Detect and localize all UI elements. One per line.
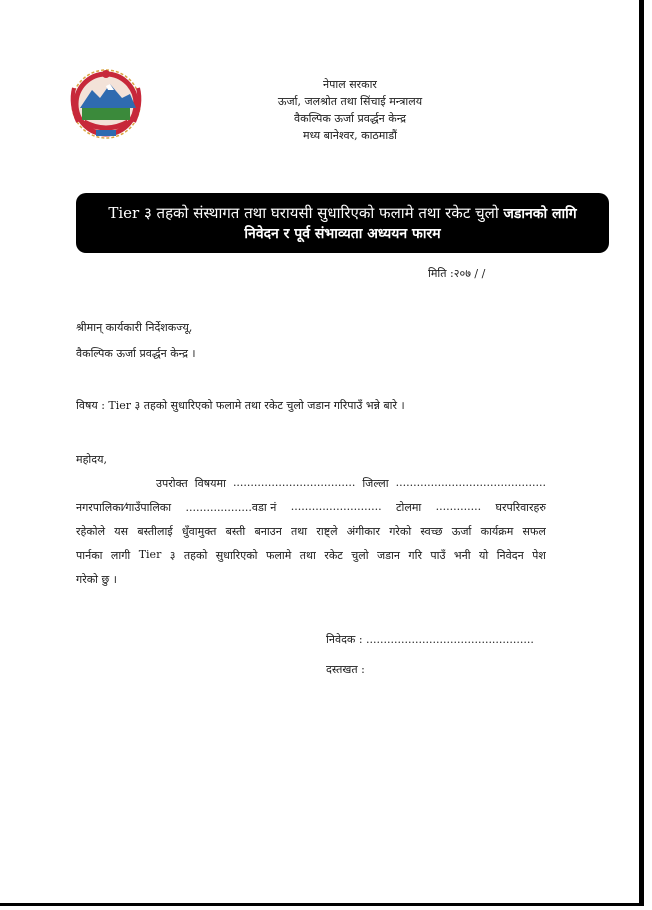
body-line-2 [76, 500, 546, 515]
body-word: धुँवामुक्त [181, 525, 217, 538]
body-word: घरपरिवारहरु [495, 501, 546, 514]
body-word: ऊर्जा [451, 525, 472, 538]
applicant-line: निवेदक : ................................................ [326, 633, 534, 646]
header-line-2: ऊर्जा, जलश्रोत तथा सिंचाई मन्त्रालय [277, 95, 423, 108]
body-word: तथा [291, 525, 308, 538]
body-line-3 [76, 524, 546, 539]
body-word: रहेकोले [76, 525, 106, 538]
body-word: स्वच्छ [420, 525, 443, 538]
body-word: बस्तीलाई [137, 525, 173, 538]
form-title-box [76, 193, 609, 253]
nepal-emblem-icon [66, 68, 146, 142]
body-line-1 [156, 476, 546, 491]
form-title-part-1-bold: जडानको लागि [503, 206, 577, 222]
body-word: उपरोक्त [156, 477, 188, 490]
salutation: महोदय, [76, 453, 107, 466]
body-word: तथा [299, 549, 316, 562]
body-word: रकेट [324, 549, 343, 562]
body-word: नगरपालिका⁄गाउँपालिका [76, 501, 172, 514]
body-word: टोलमा [396, 501, 422, 514]
blank-field: ................................... [232, 476, 356, 489]
header-line-4: मध्य बानेश्वर, काठमाडौं [303, 129, 397, 142]
body-word: यस [114, 525, 129, 538]
body-line-5: गरेको छु । [76, 573, 117, 586]
body-word: भनी [453, 549, 471, 562]
body-word: विषयमा [194, 477, 226, 490]
body-word: बनाउन [254, 525, 282, 538]
blank-field: ............. [435, 500, 482, 513]
header-line-1: नेपाल सरकार [323, 78, 377, 91]
body-word: निवेदन [496, 549, 524, 562]
body-line-4 [76, 548, 546, 563]
body-word: तहको [183, 549, 208, 562]
body-word: गरेको [389, 525, 412, 538]
body-word: सफल [522, 525, 546, 538]
body-word: चुलो [351, 549, 369, 562]
blank-field: .......................... [290, 500, 382, 513]
body-word: पाउँ [430, 549, 446, 562]
addressee-line-1: श्रीमान् कार्यकारी निर्देशकज्यू, [76, 321, 193, 334]
body-word: यो [479, 549, 489, 562]
body-word: ३ [169, 549, 176, 562]
body-word: सुधारिएको [215, 549, 258, 562]
date-line: मिति :२०७ / / [428, 267, 486, 280]
subject-line: विषय : Tier ३ तहको सुधारिएको फलामे तथा रकेट चुलो जडान गरिपाउँ भन्ने बारे । [76, 399, 405, 412]
body-word: Tier [138, 548, 162, 561]
government-header [220, 76, 480, 144]
form-title-line-1 [88, 203, 597, 224]
body-word: पार्नका [76, 549, 103, 562]
header-line-3: वैकल्पिक ऊर्जा प्रवर्द्धन केन्द्र [294, 112, 406, 125]
body-word: गरि [408, 549, 422, 562]
body-word: फलामे [265, 549, 292, 562]
body-word: अंगीकार [346, 525, 381, 538]
addressee-line-2: वैकल्पिक ऊर्जा प्रवर्द्धन केन्द्र । [76, 347, 196, 360]
body-word: पेश [532, 549, 546, 562]
body-word: जडान [376, 549, 400, 562]
form-title-line-2: निवेदन र पूर्व संभाव्यता अध्ययन फारम [244, 226, 441, 242]
body-word: कार्यक्रम [480, 525, 514, 538]
body-word: बस्ती [225, 525, 246, 538]
form-title-part-1: Tier ३ तहको संस्थागत तथा घरायसी सुधारिएको फलामे तथा रकेट चुलो [108, 204, 504, 222]
body-word: राष्ट्ले [316, 525, 338, 538]
signature-line: दस्तखत : [326, 663, 365, 676]
body-word: जिल्ला [362, 477, 389, 490]
blank-field: ...................वडा नं [185, 501, 277, 514]
blank-field: ........................................... [395, 476, 546, 489]
body-word: लागी [110, 549, 131, 562]
